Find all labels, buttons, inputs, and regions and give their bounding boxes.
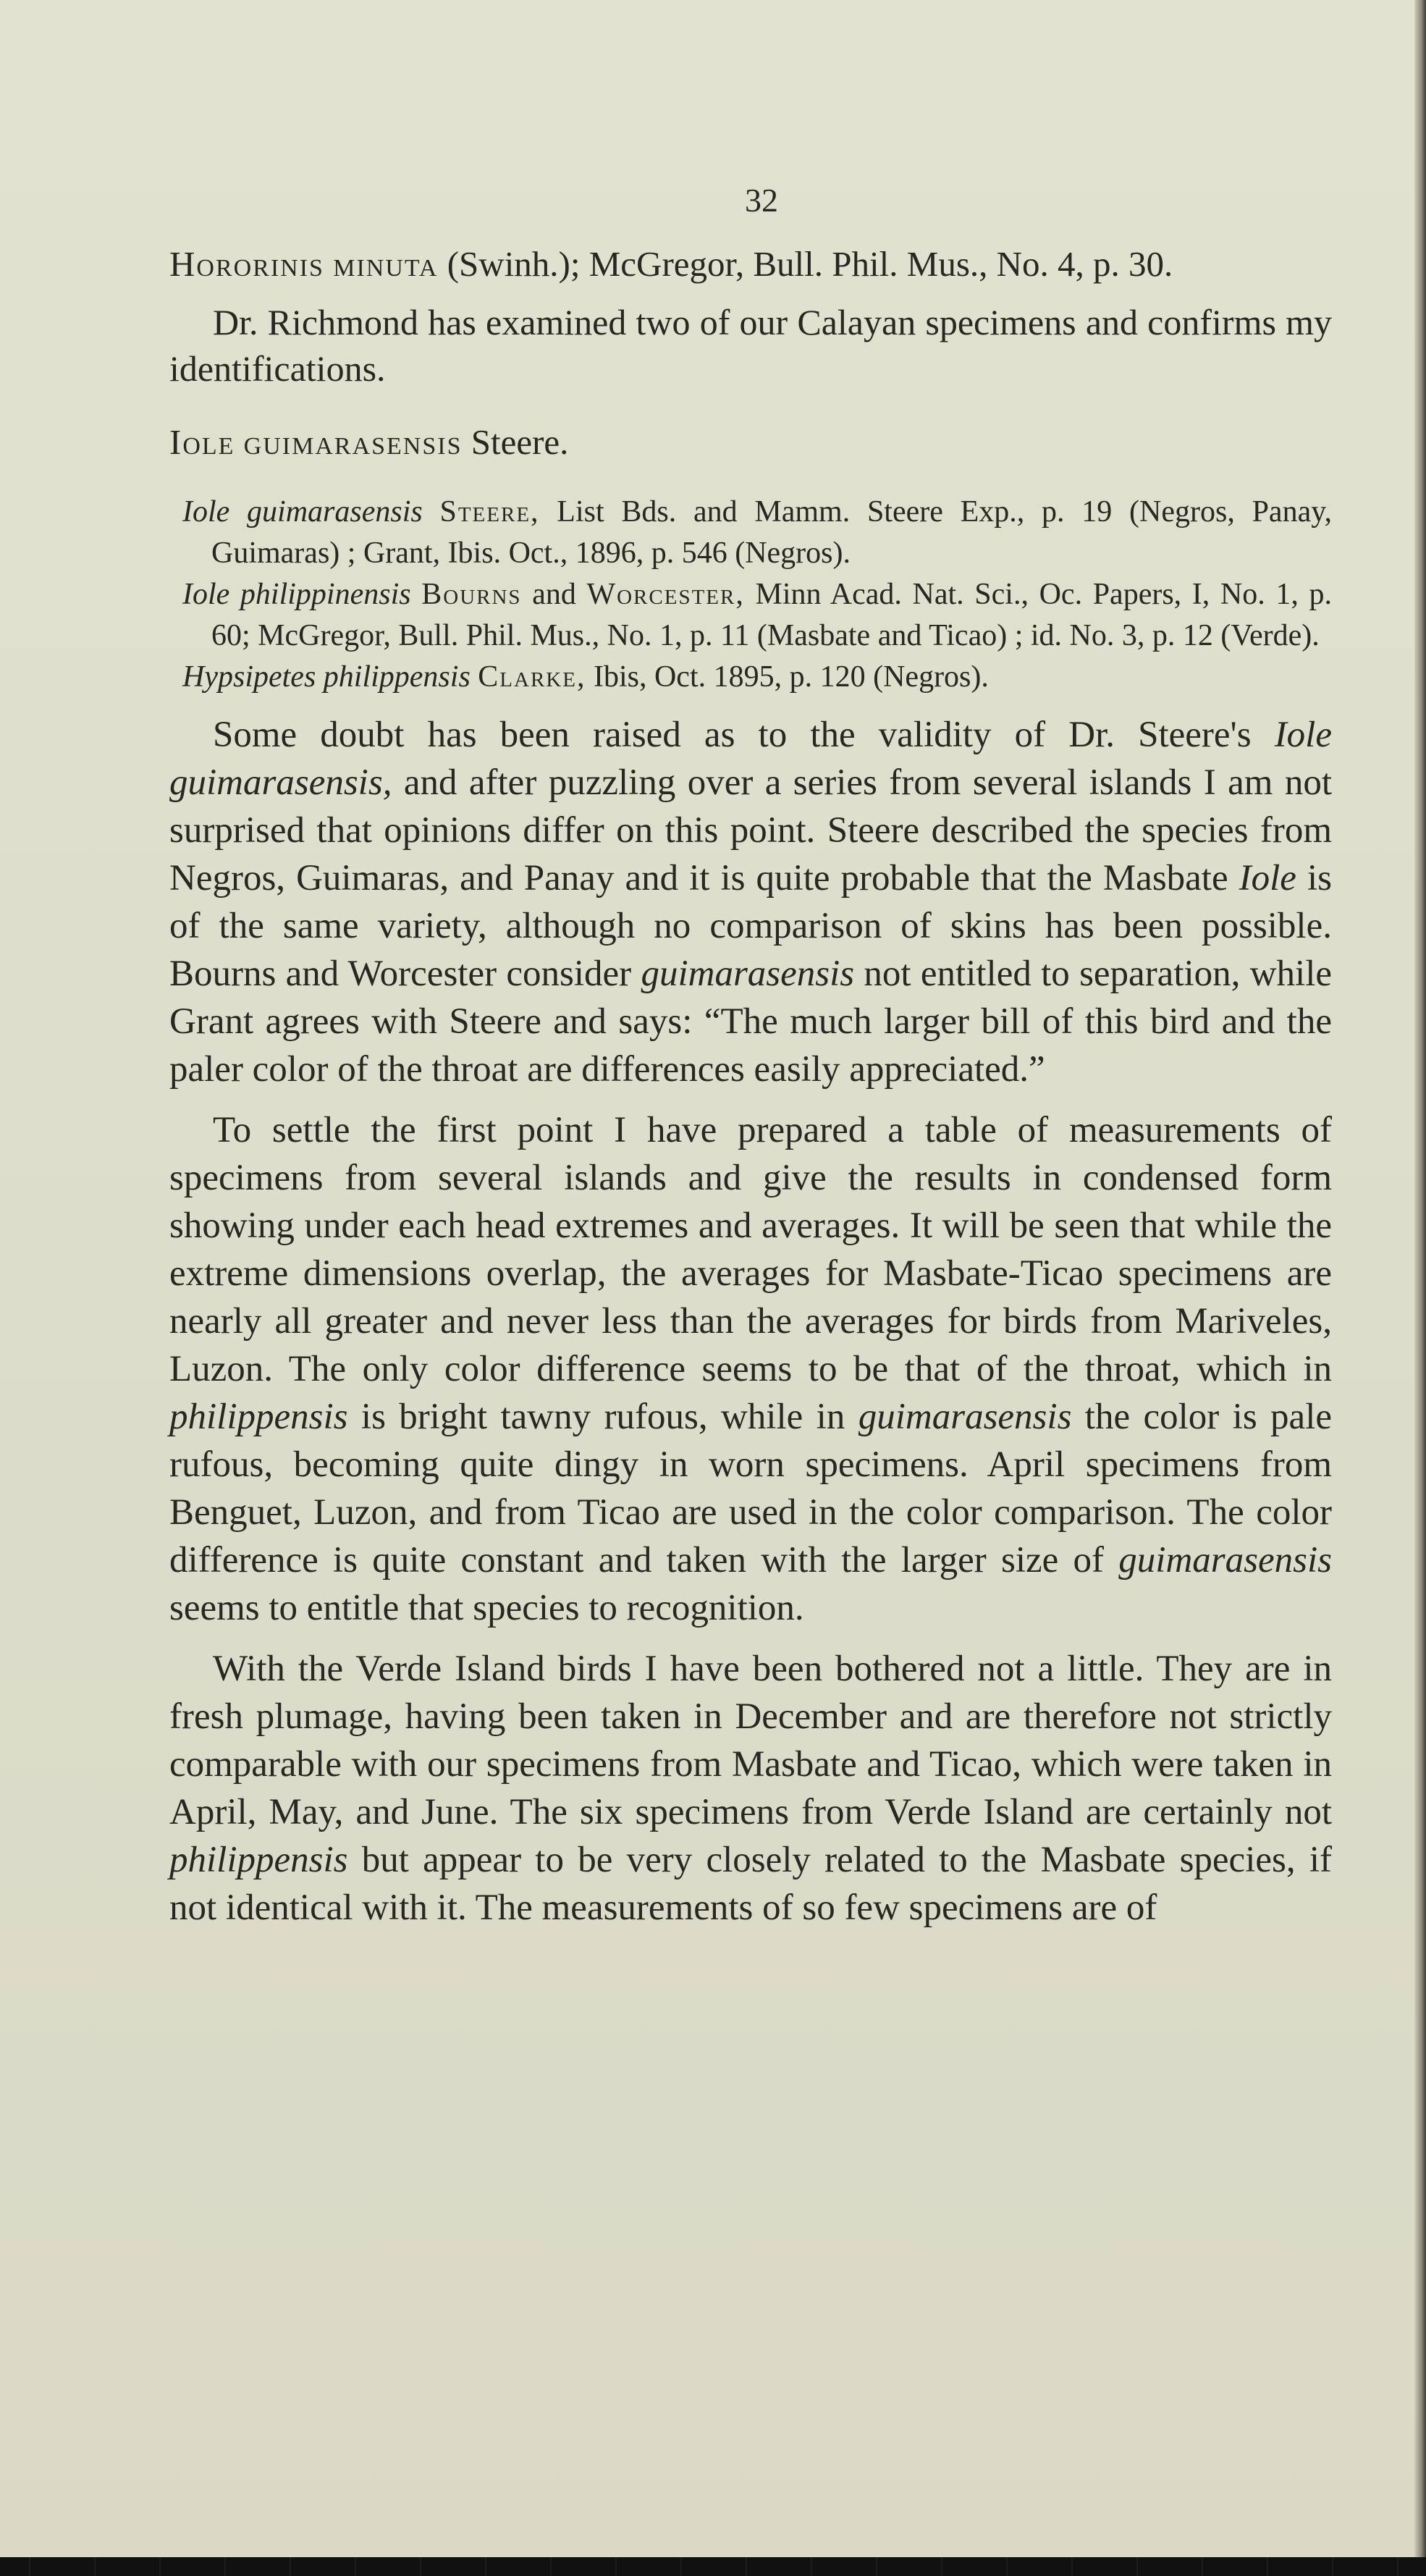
page-text	[169, 181, 1332, 1932]
text-run: but appear to be very closely related to the Masbate species, if not identical with it. The measurements of so few specimens are of	[169, 1840, 1332, 1928]
text-run: not entitled to separation, while Grant agrees with Steere and says: “The much larger bill of this bird and the paler color of the throat are differences easily appreciated.”	[169, 954, 1332, 1090]
synonymy-entry	[169, 574, 1332, 657]
synonym-reference: List Bds. and Mamm. Steere Exp., p. 19 (Negros, Panay, Guimaras) ; Grant, Ibis. Oct., 1896, p. 546 (Negros).	[211, 495, 1332, 570]
synonym-author: Clarke,	[478, 660, 586, 694]
text-run: Some doubt has been raised as to the validity of Dr. Steere's	[213, 715, 1275, 755]
genus-name: Iole	[169, 422, 235, 462]
italic-run: guimarasensis	[858, 1397, 1072, 1437]
authority: (Swinh.)	[447, 244, 570, 284]
paragraph-measurements	[169, 1106, 1332, 1632]
species-name: minuta	[333, 244, 439, 284]
synonymy-entry	[169, 657, 1332, 698]
citation: ; McGregor, Bull. Phil. Mus., No. 4, p. 30.	[570, 244, 1173, 284]
species-heading-iole	[169, 421, 1332, 464]
italic-run: Iole	[1239, 858, 1296, 898]
text-run: To settle the first point I have prepared a table of measurements of specimens from several islands and give the results in condensed form showing under each head extremes and averages. It will be seen that while the extreme dimensions overlap, the averages for Masbate-Ticao specimens are nearly all greater and never less than the averages for birds from Mariveles, Luzon. The only color difference seems to be that of the throat, which in	[169, 1110, 1332, 1389]
text-run: With the Verde Island birds I have been bothered not a little. They are in fresh plumage, having been taken in December and are therefore not strictly comparable with our specimens from Masbate and Ticao, which were taken in April, May, and June. The six specimens from Verde Island are certainly not	[169, 1649, 1332, 1832]
synonym-name: Iole guimarasensis	[182, 495, 423, 529]
italic-run: guimarasensis	[641, 954, 855, 994]
synonym-author: Bourns	[421, 578, 522, 611]
scan-border	[0, 2557, 1426, 2576]
species-name: guimarasensis	[243, 422, 463, 462]
page-number: 32	[745, 182, 778, 219]
paragraph-richmond: Dr. Richmond has examined two of our Calayan specimens and confirms my identifications.	[169, 302, 1332, 389]
paragraph-verde-island	[169, 1645, 1332, 1932]
text-run: is bright tawny rufous, while in	[347, 1397, 858, 1437]
page-edge-shadow	[1414, 0, 1426, 2576]
italic-run: philippensis	[169, 1397, 348, 1437]
synonym-reference: Ibis, Oct. 1895, p. 120 (Negros).	[586, 660, 989, 694]
italic-run: guimarasensis	[1118, 1540, 1332, 1580]
synonym-author: Steere,	[439, 495, 540, 529]
paragraph-doubt	[169, 711, 1332, 1093]
genus-name: Hororinis	[169, 244, 324, 284]
synonym-name: Iole philippinensis	[182, 578, 411, 611]
synonym-connector: and	[521, 578, 587, 611]
synonym-author: Worcester,	[586, 578, 745, 611]
italic-run: philippensis	[169, 1840, 348, 1880]
text-run: is of the same variety, although no comparison of skins has been possible. Bourns and Worcester consider	[169, 858, 1332, 994]
text-run: and after puzzling over a series from several islands I am not surprised that opinions differ on this point. Steere described the species from Negros, Guimaras, and Panay and it is quite probable that the Masbate	[169, 762, 1332, 898]
authority: Steere.	[471, 422, 569, 462]
synonymy-list	[169, 492, 1332, 698]
italic-run: Iole guimarasensis,	[169, 715, 1332, 803]
synonym-reference: Minn Acad. Nat. Sci., Oc. Papers, I, No. 1, p. 60; McGregor, Bull. Phil. Mus., No. 1, p. 11 (Masbate and Ticao) ; id. No. 3, p. 12 (Verde).	[211, 578, 1332, 652]
synonymy-entry	[169, 492, 1332, 574]
synonym-name: Hypsipetes philippensis	[182, 660, 471, 694]
species-heading-horornis	[169, 243, 1332, 286]
text-run: the color is pale rufous, becoming quite dingy in worn specimens. April specimens from Benguet, Luzon, and from Ticao are used in the color comparison. The color difference is quite constant and taken with the larger size of	[169, 1397, 1333, 1580]
text-run: seems to entitle that species to recognition.	[169, 1588, 804, 1628]
